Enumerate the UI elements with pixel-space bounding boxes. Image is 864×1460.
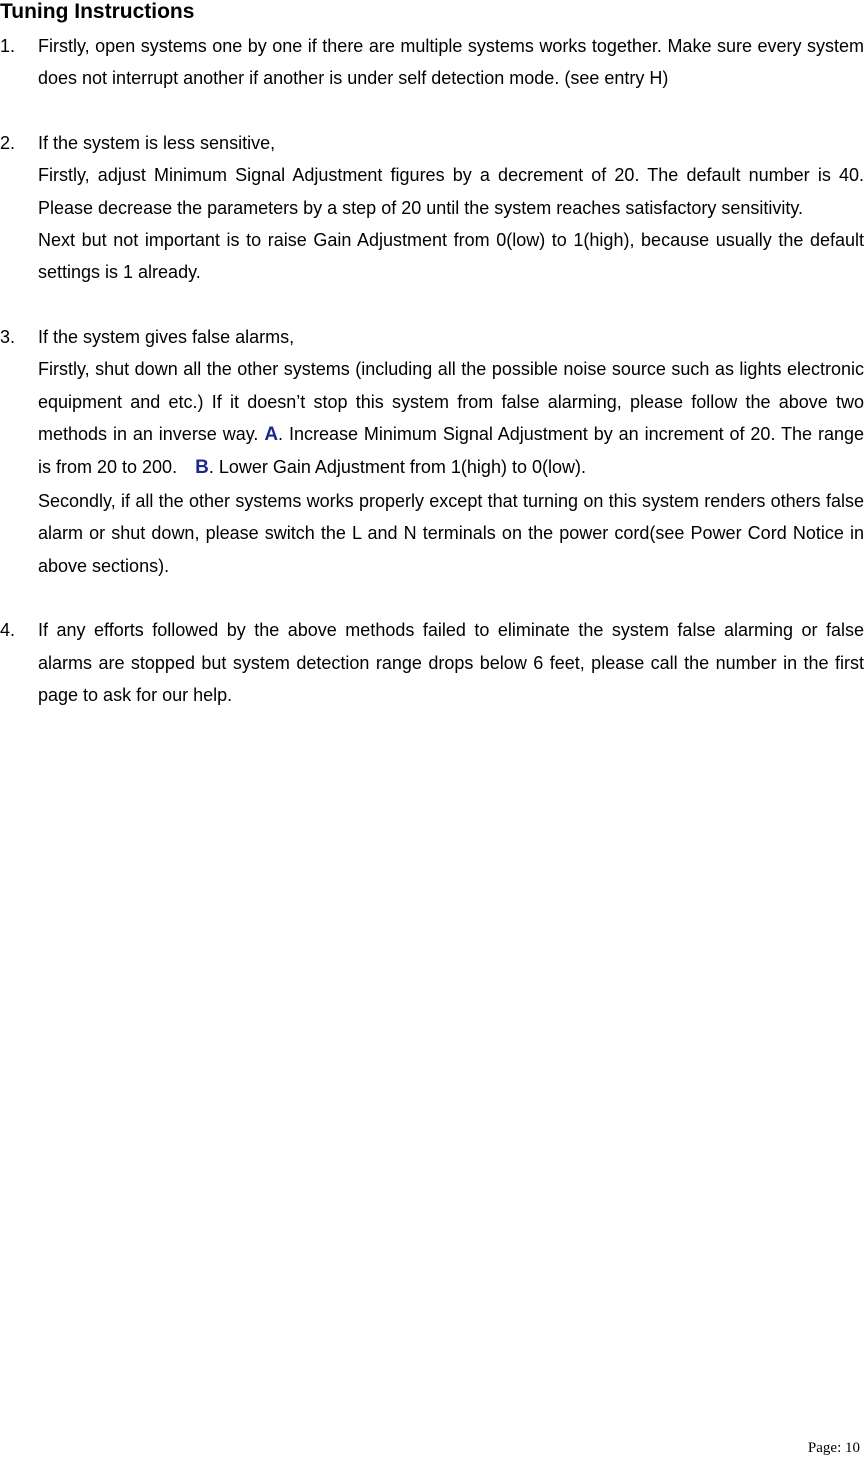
page-number: Page: 10 <box>807 1440 860 1456</box>
instructions-list <box>0 30 864 743</box>
step-marker-b: B <box>195 457 209 479</box>
item-number: 4. <box>0 620 16 641</box>
list-item <box>0 614 864 711</box>
paragraph: Firstly, open systems one by one if there are multiple systems works together. Make sure every system does not interrupt another if another is under self detection mode. (see entry H) <box>38 36 864 89</box>
paragraph <box>38 353 864 485</box>
item-number: 3. <box>0 326 16 347</box>
text-run: . Increase Minimum Signal Adjustment by an increment of 20. The range is from 20 to 200. <box>38 424 864 478</box>
list-item <box>0 127 864 289</box>
paragraph: If the system gives false alarms, <box>38 326 295 347</box>
text-run: . Lower Gain Adjustment from 1(high) to 0(low). <box>208 457 586 478</box>
step-marker-a: A <box>264 424 279 446</box>
paragraph: If the system is less sensitive, <box>38 132 276 153</box>
list-item <box>0 321 864 582</box>
paragraph: Firstly, adjust Minimum Signal Adjustment figures by a decrement of 20. The default number is 40. Please decrease the parameters by a step of 20 until the system reaches satisfactory sensitivity. <box>38 165 864 218</box>
paragraph: Next but not important is to raise Gain Adjustment from 0(low) to 1(high), because usually the default settings is 1 already. <box>38 230 864 283</box>
text-run: Firstly, shut down all the other systems (including all the possible noise source such as lights electronic equipment and etc.) If it doesn’t stop this system from false alarming, please follow the above two methods in an inverse way. <box>38 359 864 445</box>
paragraph: If any efforts followed by the above methods failed to eliminate the system false alarming or false alarms are stopped but system detection range drops below 6 feet, please call the number in the first page to ask for our help. <box>38 620 864 705</box>
item-number: 1. <box>0 36 16 56</box>
paragraph: Secondly, if all the other systems works properly except that turning on this system renders others false alarm or shut down, please switch the L and N terminals on the power cord(see Power Cord Notice in above sections). <box>38 490 864 576</box>
page-title: Tuning Instructions <box>0 0 195 23</box>
item-number: 2. <box>0 132 16 153</box>
list-item <box>0 30 864 95</box>
